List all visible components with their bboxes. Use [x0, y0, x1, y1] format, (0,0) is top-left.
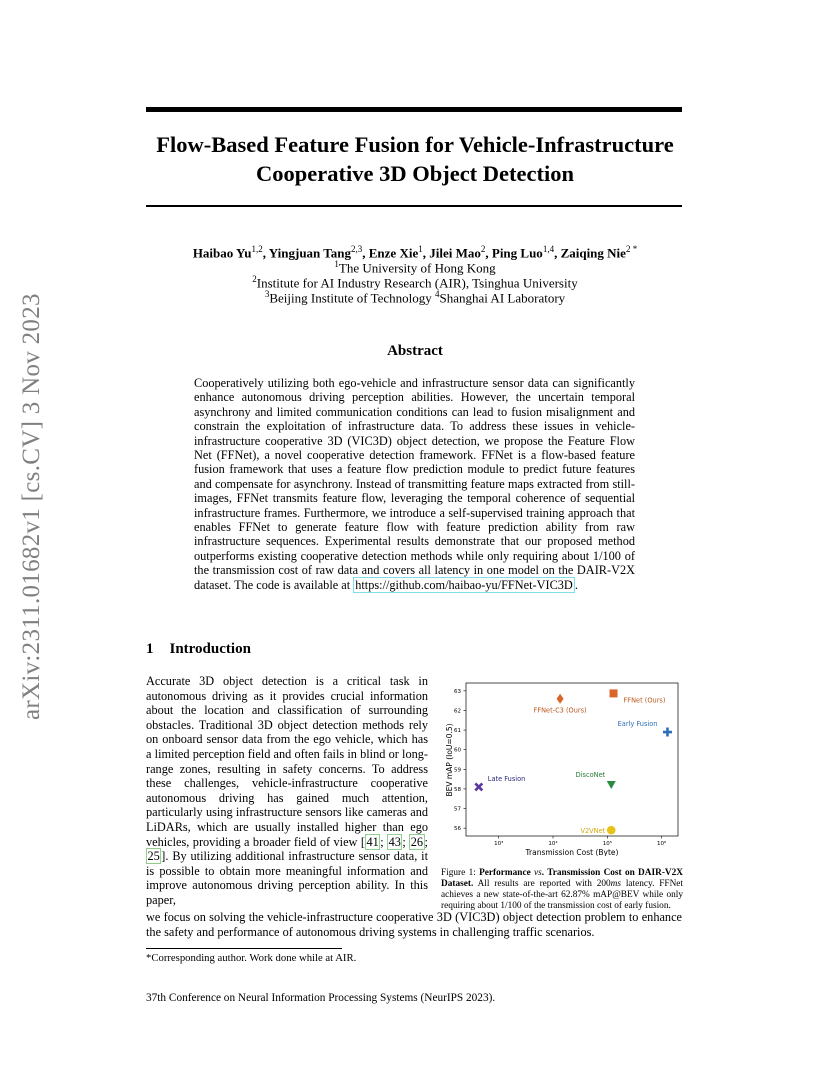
- x-tick-label: 10⁶: [657, 841, 667, 847]
- author-sup: 1,4: [542, 244, 555, 254]
- citation-link[interactable]: 41: [366, 834, 379, 849]
- point-label: FFNet-C3 (Ours): [533, 706, 587, 715]
- title-top-rule: [146, 107, 682, 112]
- title-line-2: Cooperative 3D Object Detection: [255, 161, 575, 186]
- point-label: Early Fusion: [617, 720, 658, 729]
- author-name: Yingjuan Tang: [268, 245, 352, 261]
- y-tick-label: 58: [454, 786, 461, 793]
- affiliation-2: $^2$Institute for AI Industry Research (AIR), Tsinghua University: [252, 274, 578, 291]
- y-tick-label: 57: [454, 806, 461, 813]
- y-tick-label: 62: [454, 708, 461, 715]
- intro-paragraph-continued: we focus on solving the vehicle-infrastructure cooperative 3D (VIC3D) object detection problem to enhance the safety and performance of autonomous driving systems in challenging traffic scenarios.: [146, 910, 682, 939]
- point-v2vnet: [607, 826, 616, 835]
- point-ffnet-c3-ours: [557, 694, 564, 704]
- x-axis-ticks: [494, 836, 667, 847]
- point-ffnet-ours: [610, 689, 618, 697]
- point-disconet: [607, 781, 616, 789]
- x-tick-label: 10⁴: [548, 841, 558, 847]
- y-axis-ticks: [454, 689, 466, 832]
- y-tick-label: 59: [454, 767, 461, 774]
- y-tick-label: 56: [454, 826, 461, 833]
- arxiv-identifier[interactable]: arXiv:2311.01682v1 [cs.CV] 3 Nov 2023: [18, 293, 45, 720]
- author-sup: 1,2: [251, 244, 263, 254]
- citation-link[interactable]: 25: [147, 849, 160, 864]
- y-axis-label: BEV mAP (IoU=0.5): [445, 723, 454, 797]
- point-early-fusion: [663, 728, 672, 737]
- chart-points: [475, 689, 672, 835]
- title-line-1: Flow-Based Feature Fusion for Vehicle-Infrastructure: [156, 132, 674, 157]
- y-tick-label: 63: [454, 688, 461, 695]
- author-sup: 1: [418, 244, 423, 254]
- author-name: Jilei Mao: [429, 245, 481, 261]
- y-tick-label: 60: [454, 747, 461, 754]
- author-list: Haibao Yu$^{1,2}$, Yingjuan Tang$^{2,3}$, Enze Xie$^1$, Jilei Mao$^2$, Ping Luo$^{1,4}$, Zaiqing Nie$^{2 *}$: [192, 244, 638, 261]
- point-label: FFNet (Ours): [623, 696, 666, 705]
- author-name: Ping Luo: [491, 245, 543, 261]
- point-late-fusion: [475, 783, 482, 790]
- venue-note: 37th Conference on Neural Information Processing Systems (NeurIPS 2023).: [146, 992, 496, 1004]
- author-name: Haibao Yu: [192, 245, 252, 261]
- x-tick-label: 10³: [494, 841, 504, 847]
- x-axis-label: Transmission Cost (Byte): [525, 848, 619, 856]
- point-label: Late Fusion: [487, 774, 526, 783]
- footnote-rule: [146, 948, 342, 949]
- author-sup: 2 *: [625, 244, 638, 254]
- affiliation-1: $^1$The University of Hong Kong: [334, 259, 496, 276]
- section-heading-introduction: 1 Introduction: [146, 641, 251, 657]
- citation-link[interactable]: 43: [388, 834, 401, 849]
- x-tick-label: 10⁵: [602, 841, 612, 847]
- paper-title: [120, 130, 710, 188]
- point-label: DiscoNet: [575, 771, 606, 779]
- author-sup: 2: [480, 244, 486, 254]
- code-link[interactable]: https://github.com/haibao-yu/FFNet-VIC3D: [355, 577, 573, 592]
- point-label: V2VNet: [580, 827, 606, 836]
- author-name: Enze Xie: [368, 245, 419, 261]
- figure-1-scatter-chart: [441, 676, 683, 856]
- author-name: Zaiqing Nie: [560, 245, 626, 261]
- intro-paragraph: Accurate 3D object detection is a critical task in autonomous driving as it provides crucial information about the location and classification of surrounding obstacles. Traditional 3D object detection methods rely on onboard sensor data from the ego vehicle, which has a limited perception field and often fails in blind or long-range zones, resulting in safety concerns. To address these challenges, vehicle-infrastructure cooperative autonomous driving has gained much attention, particularly using infrastructure sensors like cameras and LiDARs, which are usually installed higher than ego vehicles, providing a broader field of view [ 41 ; 43 ; 26 ; 25 ]. By utilizing additional infrastructure sensor data, it is possible to obtain more meaningful information and improve autonomous driving perception ability. In this paper,: [146, 674, 428, 907]
- affiliation-3-4: $^3$Beijing Institute of Technology $^4$Shanghai AI Laboratory: [264, 289, 566, 306]
- y-tick-label: 61: [454, 728, 461, 735]
- citation-link[interactable]: 26: [410, 834, 424, 849]
- abstract-heading: Abstract: [387, 343, 443, 359]
- footnote: *Corresponding author. Work done while at AIR.: [146, 952, 357, 964]
- author-sup: 2,3: [351, 244, 363, 254]
- abstract-body: Cooperatively utilizing both ego-vehicle and infrastructure sensor data can significantly enhance autonomous driving perception abilities. However, the uncertain temporal asynchrony and limited communication conditions can lead to fusion misalignment and constrain the exploitation of infrastructure data. To address these issues in vehicle-infrastructure cooperative 3D (VIC3D) object detection, we propose the Feature Flow Net (FFNet), a novel cooperative detection framework. FFNet is a flow-based feature fusion framework that uses a feature flow prediction module to predict future features and compensate for asynchrony. Instead of transmitting feature maps extracted from still-images, FFNet transmits feature flow, leveraging the temporal coherence of sequential infrastructure frames. Furthermore, we introduce a self-supervised training approach that enables FFNet to generate feature flow with feature prediction ability from raw infrastructure sequences. Experimental results demonstrate that our proposed method outperforms existing cooperative detection methods while only requiring about 1/100 of the transmission cost of raw data and covers all latency in one model on the DAIR-V2X dataset. The code is available at https://github.com/haibao-yu/FFNet-VIC3D .: [194, 376, 635, 592]
- figure-1-caption: Figure 1: Performance vs. Transmission Cost on DAIR-V2X Dataset. All results are reported with 200ms latency. FFNet achieves a new state-of-the-art 62.87% mAP@BEV while only requiring about 1/100 of the transmission cost of early fusion.: [441, 868, 683, 911]
- title-bottom-rule: [146, 205, 682, 207]
